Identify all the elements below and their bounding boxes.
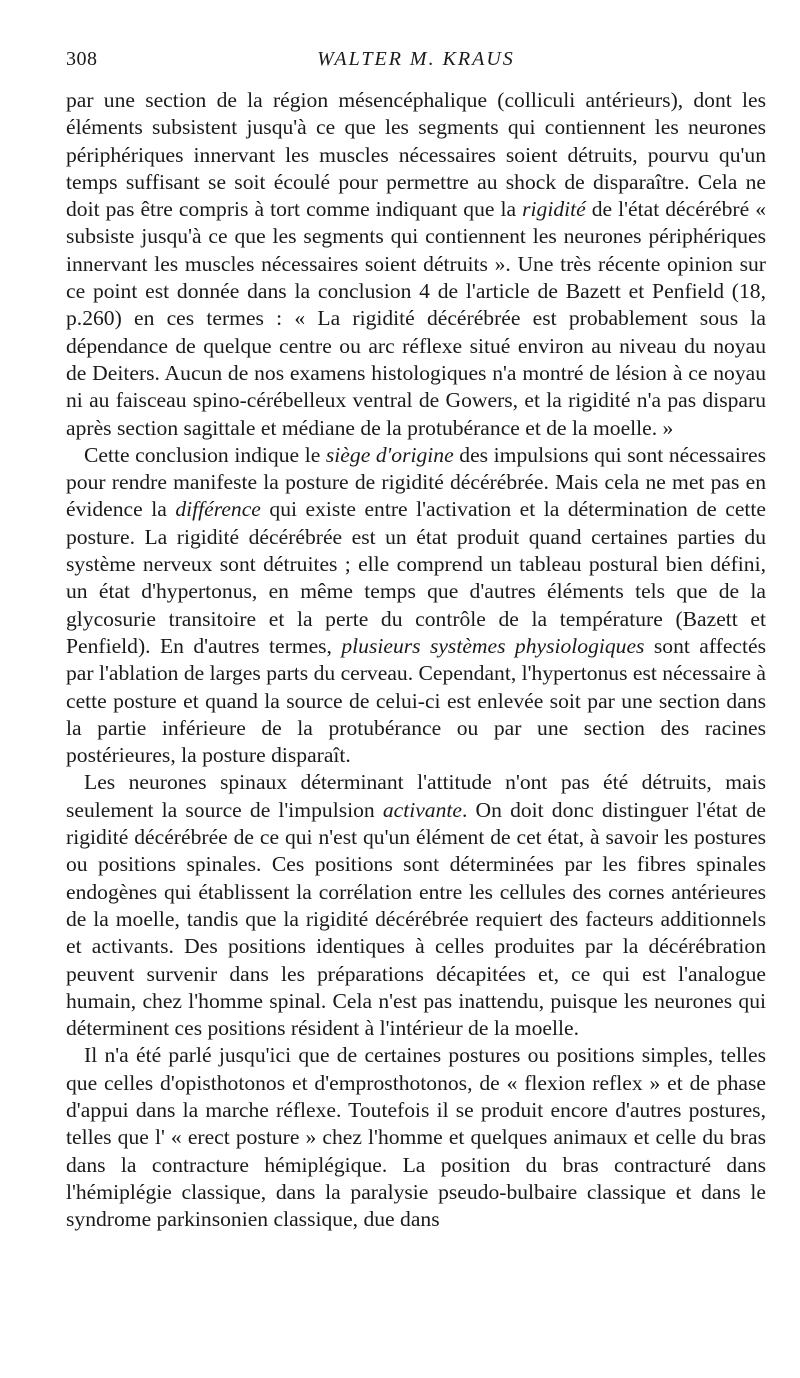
text-run: Il n'a été parlé jusqu'ici que de certaines postures ou positions simples, telles que celles d'opisthotonos et d'emprosthotonos, de « flexion reflex » et de phase d'appui dans la marche réflexe. Toutefois il se produit encore d'autres postures, telles que l' « erect posture » chez l'homme et quelques animaux et celle du bras dans la contracture hémiplégique. La position du bras contracturé dans l'hémiplégie classique, dans la paralysie pseudo-bulbaire classique et dans le syndrome parkinsonien classique, due dans <box>66 1043 766 1232</box>
text-run: qui existe entre l'activation et la détermination de cette posture. La rigidité décérébrée est un état produit quand certaines parties du système nerveux sont détruites ; elle comprend un tableau postural bien défini, un état d'hypertonus, en même temps que d'autres éléments tels que de la glycosurie transitoire et la perte du contrôle de la température (Bazett et Penfield). En d'autres termes, <box>66 497 766 658</box>
text-run: des impulsions qui sont nécessaires pour rendre manifeste la posture de rigidité décérébrée. Mais cela ne met pas en évidence la <box>66 442 767 522</box>
text-run: par une section de la région mésencéphalique (colliculi antérieurs), dont les éléments subsistent jusqu'à ce que les segments qui contiennent les neurones périphériques innervant les muscles nécessaires soient détruits, pourvu qu'un temps suffisant se soit écoulé pour permettre au shock de disparaître. Cela ne doit pas être compris à tort comme indiquant que la <box>66 88 766 222</box>
text-run: . On doit donc distinguer l'état de rigidité décérébrée de ce qui n'est qu'un élément de cet état, à savoir les postures ou positions spinales. Ces positions sont déterminées par les fibres spinales endogènes qui établissent la corrélation entre les cellules des cornes antérieures de la moelle, tandis que la rigidité décérébrée requiert des facteurs additionnels et activants. Des positions identiques à celles produites par la décérébration peuvent survenir dans les préparations décapitées et, ce qui est l'analogue humain, chez l'homme spinal. Cela n'est pas inattendu, puisque les neurones qui déterminent ces positions résident à l'intérieur de la moelle. <box>66 797 766 1041</box>
italic-phrase: plusieurs systèmes physiologiques <box>341 633 645 658</box>
paragraph <box>66 87 766 442</box>
page-header <box>66 48 766 78</box>
italic-phrase: différence <box>175 497 261 522</box>
italic-phrase: activante <box>382 797 462 822</box>
text-run: Cette conclusion indique le <box>84 442 326 467</box>
running-head: WALTER M. KRAUS <box>317 48 515 70</box>
text-run: de l'état décérébré « subsiste jusqu'à ce que les segments qui contiennent les neurones périphériques innervant les muscles nécessaires soient détruits ». Une très récente opinion sur ce point est donnée dans la conclusion 4 de l'article de Bazett et Penfield (18, p.260) en ces termes : « La rigidité décérébrée est probablement sous la dépendance de quelque centre ou arc réflexe situé environ au niveau du noyau de Deiters. Aucun de nos examens histologiques n'a montré de lésion à ce noyau ni au faisceau spino-cérébelleux ventral de Gowers, et la rigidité n'a pas disparu après section sagittale et médiane de la protubérance et de la moelle. » <box>66 197 766 440</box>
text-run: Les neurones spinaux déterminant l'attitude n'ont pas été détruits, mais seulement la source de l'impulsion <box>66 770 766 822</box>
italic-phrase: siège d'origine <box>325 442 454 467</box>
page-number: 308 <box>66 48 98 70</box>
paragraph <box>66 442 766 770</box>
text-run: sont affectés par l'ablation de larges parts du cerveau. Cependant, l'hypertonus est nécessaire à cette posture et quand la source de celui-ci est enlevée soit par une section dans la partie inférieure de la protubérance ou par une section des racines postérieures, la posture disparaît. <box>66 633 767 768</box>
paragraph <box>66 1042 766 1233</box>
italic-phrase: rigidité <box>522 197 586 222</box>
body-text <box>66 87 766 1233</box>
paragraph <box>66 769 766 1042</box>
